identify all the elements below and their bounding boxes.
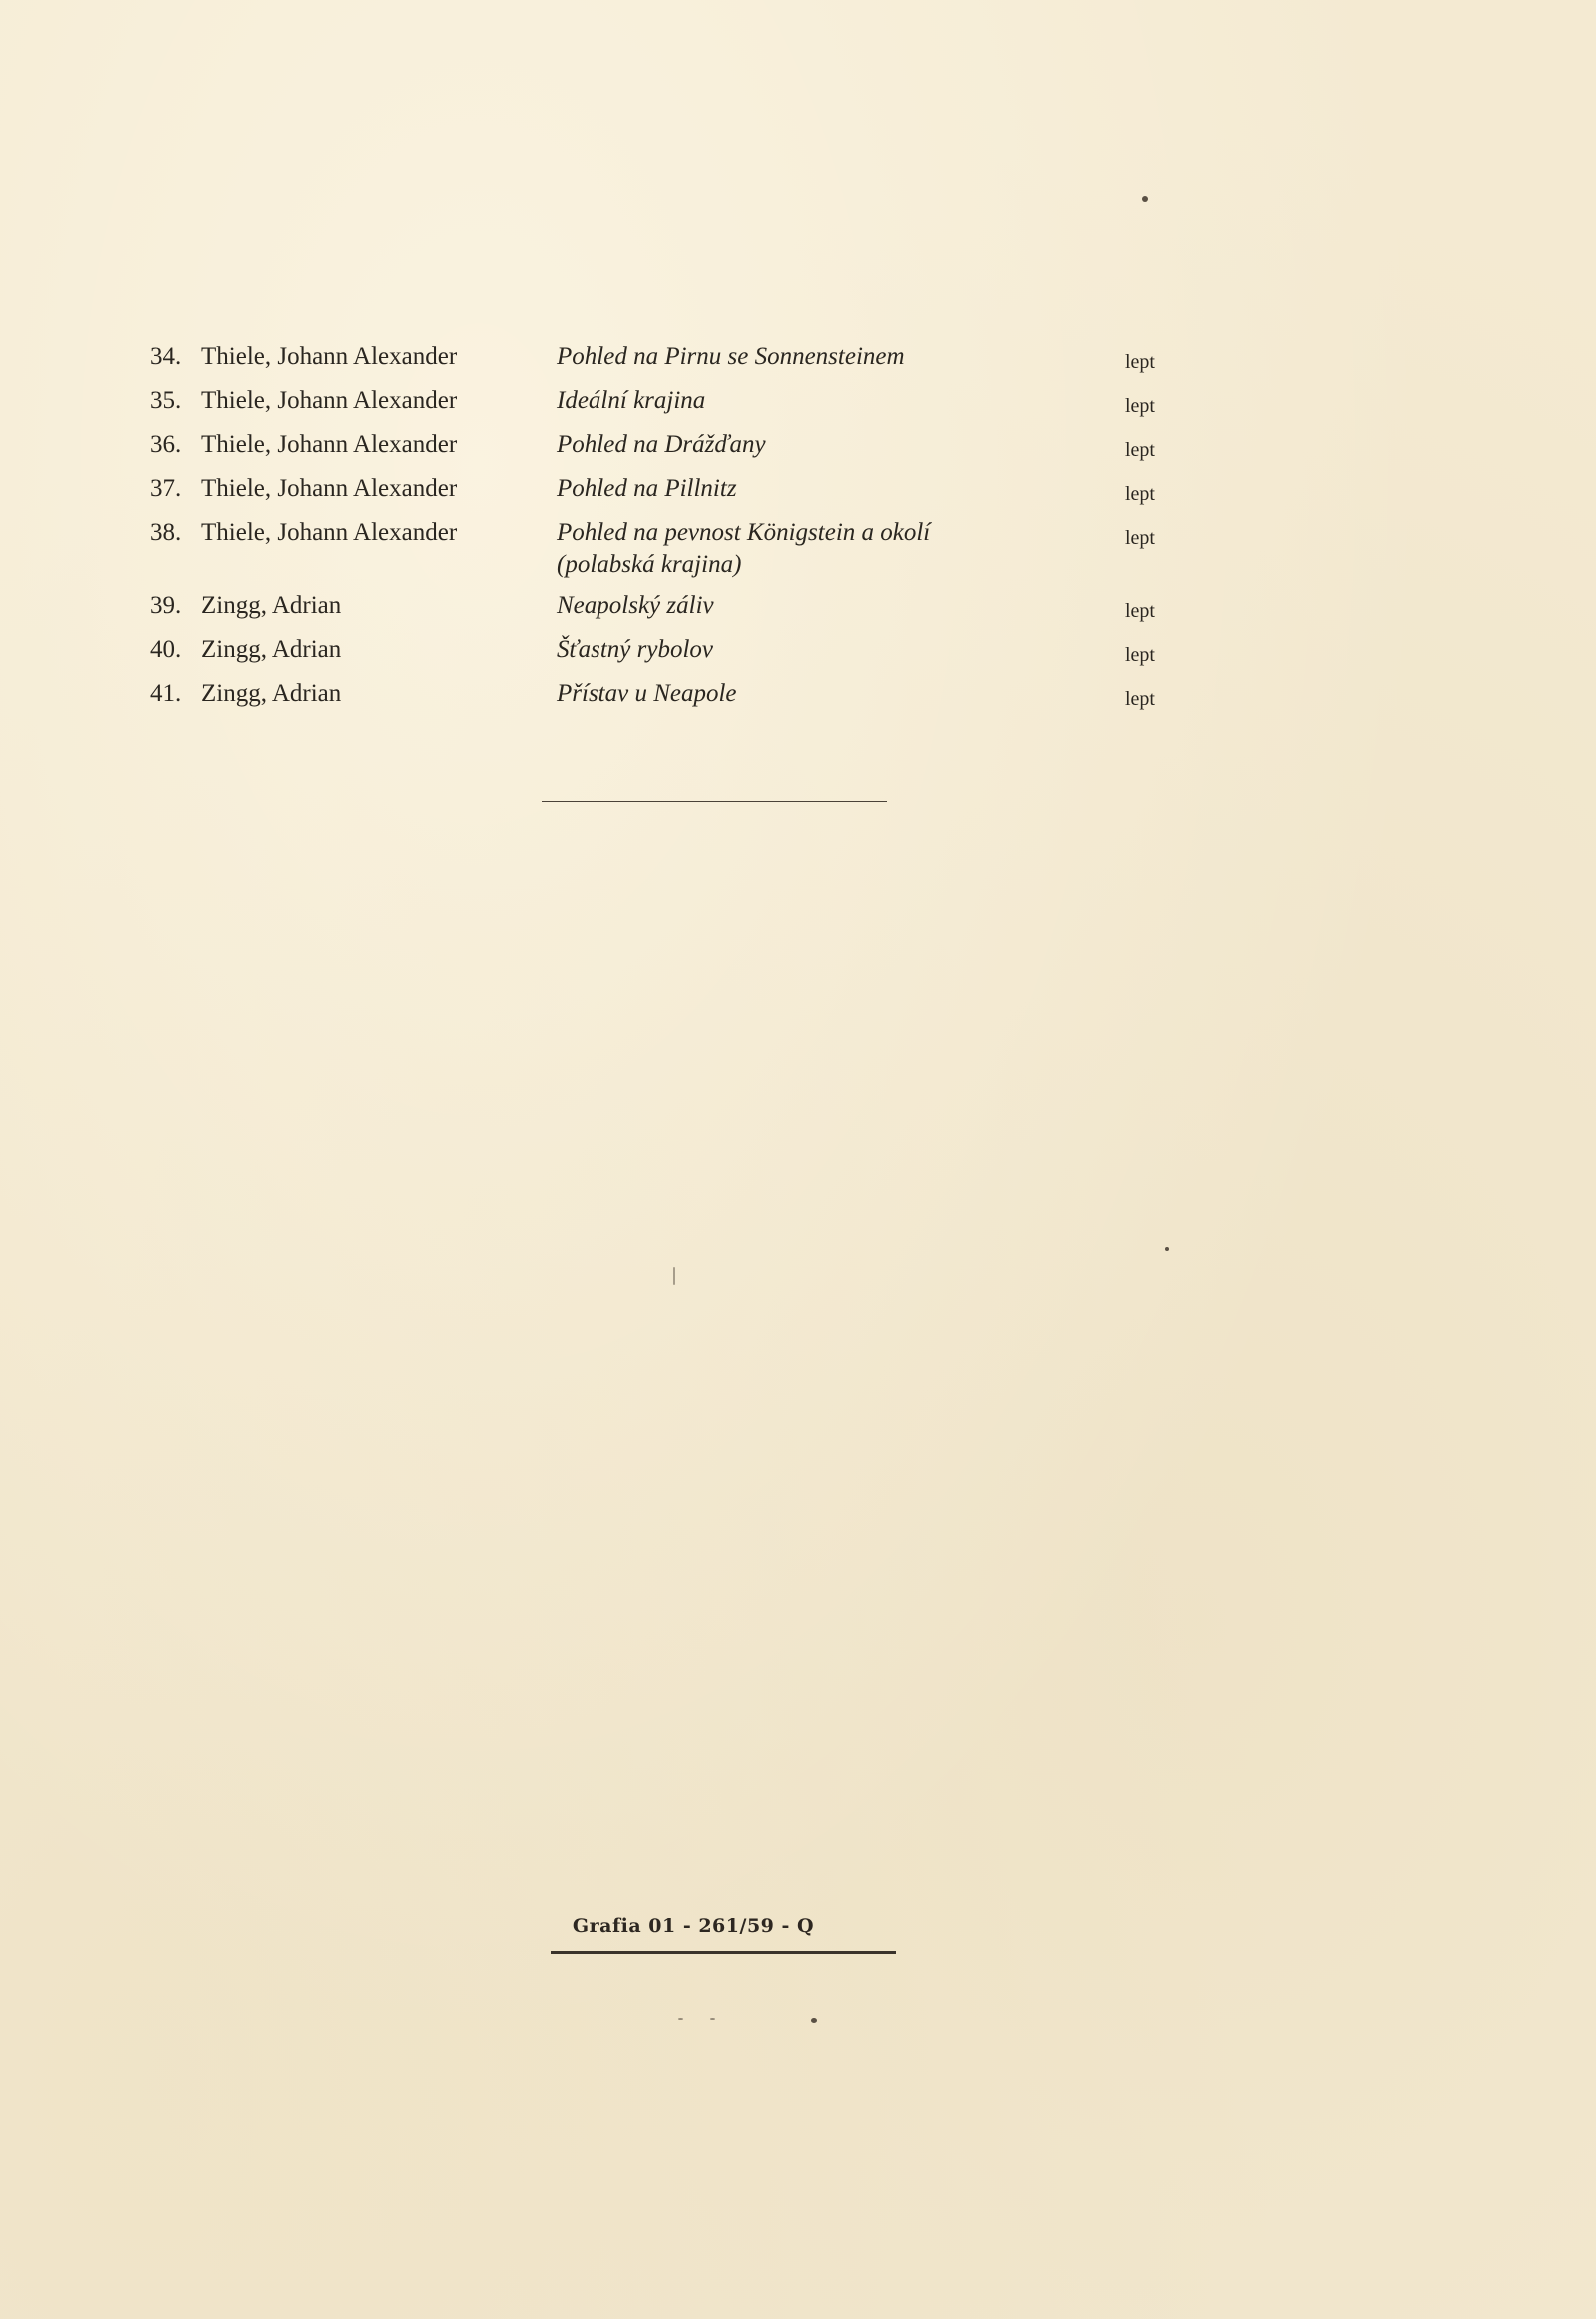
entry-number: 41. [150,680,182,707]
entry-number: 40. [150,636,182,663]
entry-technique: lept [1125,351,1155,373]
catalog-entry [150,341,1207,385]
entry-artist: Thiele, Johann Alexander [201,519,458,546]
entry-technique: lept [1125,395,1155,417]
entry-title: Pohled na Pillnitz [557,475,737,502]
entry-technique: lept [1125,527,1155,549]
paper-speck [811,2018,817,2023]
entry-title: Šťastný rybolov [557,636,713,663]
entry-artist: Zingg, Adrian [201,636,342,663]
entry-technique: lept [1125,688,1155,710]
entry-technique: lept [1125,644,1155,666]
catalog-entry [150,473,1207,517]
entry-number: 39. [150,592,182,619]
entry-title [557,517,1125,580]
catalog-entry [150,678,1207,722]
entry-technique: lept [1125,600,1155,622]
paper-speck [678,2018,683,2020]
catalog-entry [150,385,1207,429]
catalog-entry [150,517,1207,590]
paper-speck [673,1267,675,1285]
catalog-entry [150,429,1207,473]
section-divider [542,801,887,802]
paper-speck [1165,1247,1169,1251]
entry-number: 36. [150,431,182,458]
catalog-list [150,341,1207,722]
entry-title: Neapolský záliv [557,592,714,619]
printer-imprint: Grafia 01 - 261/59 - Q [572,1915,815,1937]
imprint-rule [551,1951,896,1954]
entry-artist: Thiele, Johann Alexander [201,387,458,414]
entry-title-line-2: (polabská krajina) [557,551,742,578]
entry-artist: Zingg, Adrian [201,592,342,619]
paper-speck [710,2018,715,2020]
entry-technique: lept [1125,483,1155,505]
entry-artist: Zingg, Adrian [201,680,342,707]
catalog-entry [150,590,1207,634]
entry-title: Přístav u Neapole [557,680,737,707]
entry-number: 34. [150,343,182,370]
entry-number: 37. [150,475,182,502]
entry-number: 35. [150,387,182,414]
entry-artist: Thiele, Johann Alexander [201,475,458,502]
paper-speck [1142,196,1148,202]
entry-title: Pohled na Pirnu se Sonnensteinem [557,343,905,370]
entry-number: 38. [150,519,182,546]
entry-title: Ideální krajina [557,387,706,414]
catalog-entry [150,634,1207,678]
entry-artist: Thiele, Johann Alexander [201,343,458,370]
entry-title: Pohled na Drážďany [557,431,766,458]
entry-technique: lept [1125,439,1155,461]
entry-artist: Thiele, Johann Alexander [201,431,458,458]
entry-title-line-1: Pohled na pevnost Königstein a okolí [557,519,931,546]
